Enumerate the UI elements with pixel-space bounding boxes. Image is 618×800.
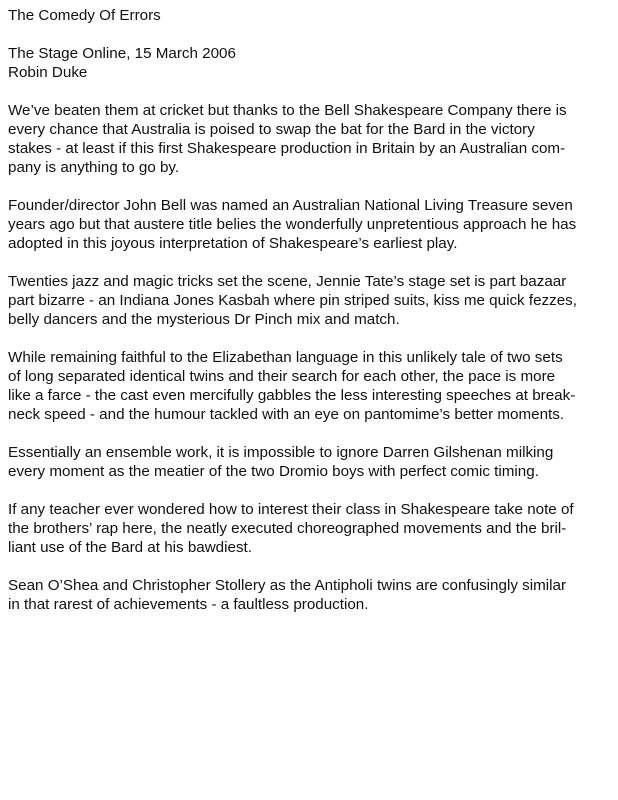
paragraph-5 [8,443,606,481]
text-line: like a farce - the cast even mercifully gabbles the less interesting speeches at break- [8,387,576,404]
text-line: neck speed - and the humour tackled with an eye on pantomime’s better moments. [8,406,565,423]
text-line: If any teacher ever wondered how to interest their class in Shakespeare take note of [8,501,574,518]
article-meta [8,44,606,82]
text-line: belly dancers and the mysterious Dr Pinch mix and match. [8,311,400,328]
text-line: liant use of the Bard at his bawdiest. [8,539,252,556]
text-line: stakes - at least if this first Shakespeare production in Britain by an Australian com- [8,140,566,157]
text-line: years ago but that austere title belies the wonderfully unpretentious approach he has [8,216,577,233]
article-author: Robin Duke [8,64,88,81]
paragraph-1 [8,101,606,177]
text-line: pany is anything to go by. [8,159,180,176]
text-line: every chance that Australia is poised to swap the bat for the Bard in the victory [8,121,535,138]
article [8,6,606,633]
text-line: of long separated identical twins and their search for each other, the pace is more [8,368,556,385]
text-line: adopted in this joyous interpretation of Shakespeare’s earliest play. [8,235,458,252]
text-line: the brothers’ rap here, the neatly executed choreographed movements and the bril- [8,520,567,537]
paragraph-6 [8,500,606,557]
paragraph-2 [8,196,606,253]
paragraph-4 [8,348,606,424]
text-line: every moment as the meatier of the two Dromio boys with perfect comic timing. [8,463,539,480]
paragraph-7 [8,576,606,614]
text-line: Founder/director John Bell was named an Australian National Living Treasure seven [8,197,573,214]
text-line: Sean O’Shea and Christopher Stollery as the Antipholi twins are confusingly similar [8,577,567,594]
text-line: Essentially an ensemble work, it is impossible to ignore Darren Gilshenan milking [8,444,554,461]
text-line: Twenties jazz and magic tricks set the scene, Jennie Tate’s stage set is part bazaar [8,273,567,290]
text-line: part bizarre - an Indiana Jones Kasbah where pin striped suits, kiss me quick fezzes, [8,292,577,309]
article-title: The Comedy Of Errors [8,7,161,24]
text-line: While remaining faithful to the Elizabethan language in this unlikely tale of two sets [8,349,563,366]
paragraph-3 [8,272,606,329]
text-line: We’ve beaten them at cricket but thanks to the Bell Shakespeare Company there is [8,102,567,119]
article-source: The Stage Online, 15 March 2006 [8,45,236,62]
text-line: in that rarest of achievements - a faultless production. [8,596,369,613]
